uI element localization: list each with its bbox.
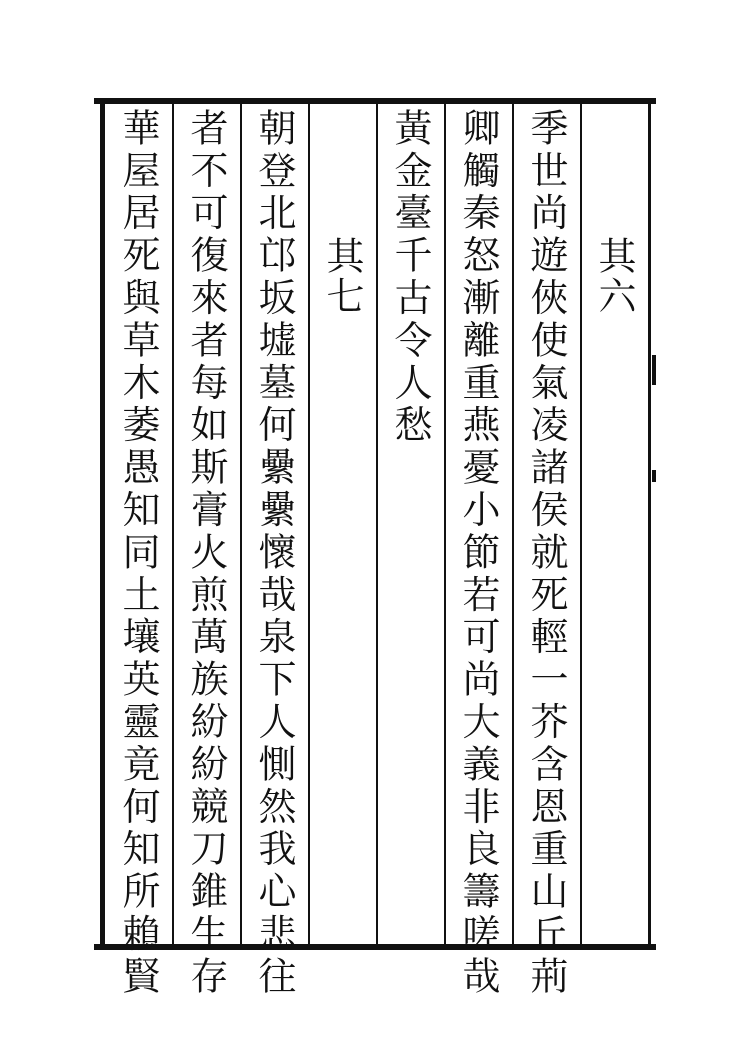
fore-edge-mark: [652, 470, 656, 482]
verse-line: 者不可復來者每如斯膏火煎萬族紛紛競刀錐生存: [184, 108, 228, 999]
verse-line: 朝登北邙坂墟墓何纍纍懷哉泉下人惻然我心悲往: [252, 108, 296, 999]
poem-heading-six: [582, 236, 646, 316]
text-column: [514, 108, 578, 998]
verse-line: 季世尚遊俠使氣凌諸侯就死輕一芥含恩重山丘荊: [524, 108, 568, 999]
fore-edge-mark: [652, 355, 656, 385]
left-border: [100, 98, 105, 950]
verse-line: 華屋居死與草木萎愚知同土壤英靈竟何知所賴賢: [116, 108, 160, 999]
text-column: [174, 108, 238, 998]
column-divider: [308, 104, 310, 944]
text-column: [378, 108, 442, 447]
column-divider: [580, 104, 582, 944]
heading-text: 其七: [320, 236, 364, 316]
text-column: [242, 108, 306, 998]
text-column: [446, 108, 510, 998]
text-column: [106, 108, 170, 998]
verse-line: 黃金臺千古令人愁: [388, 108, 432, 448]
top-border: [94, 98, 656, 104]
heading-text: 其六: [592, 236, 636, 316]
right-border: [648, 98, 651, 950]
poem-heading-seven: [310, 236, 374, 316]
verse-line: 卿觸秦怒漸離重燕憂小節若可尚大義非良籌嗟哉: [456, 108, 500, 999]
